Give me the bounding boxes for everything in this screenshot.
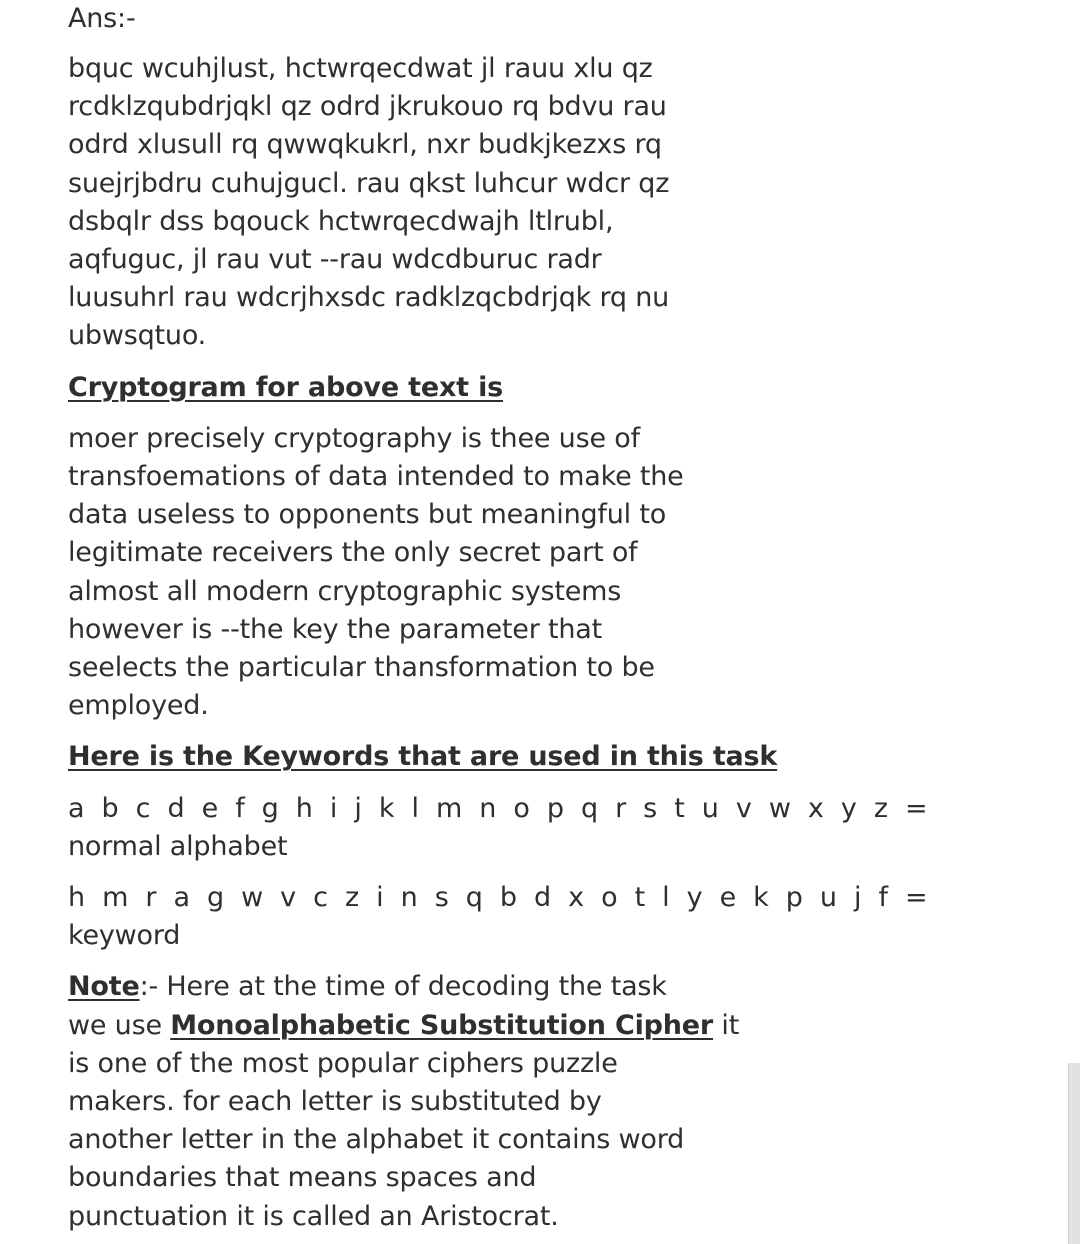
ciphertext-line: bquc wcuhjlust, hctwrqecdwat jl rauu xlu qz	[68, 53, 653, 84]
ciphertext-line: aqfuguc, jl rau vut --rau wdcdburuc radr	[68, 244, 602, 276]
keyword-alphabet-block	[68, 879, 932, 955]
plaintext-line: legitimate receivers the only secret part of	[68, 537, 638, 569]
ciphertext-line: suejrjbdru cuhujgucl. rau qkst luhcur wdcr qz	[68, 167, 670, 199]
plaintext-line: however is --the key the parameter that	[68, 613, 603, 645]
note-line: another letter in the alphabet it contains word	[68, 1124, 685, 1156]
note-line-1	[68, 968, 680, 1006]
cipher-name-link: Monoalphabetic Substitution Cipher	[170, 1009, 714, 1041]
normal-alphabet-letters: a b c d e f g h i j k l m n o p q r s t u v w x y z =	[68, 792, 932, 824]
answer-label: Ans:-	[68, 3, 136, 34]
vertical-scrollbar[interactable]	[1068, 0, 1080, 1244]
note-line-2	[68, 1007, 740, 1045]
keyword-alphabet-letters: h m r a g w v c z i n s q b d x o t l y e k p u j f =	[68, 882, 932, 914]
normal-alphabet-label: normal alphabet	[68, 830, 288, 862]
note-line: punctuation it is called an Aristocrat.	[68, 1200, 559, 1232]
plaintext-line: employed.	[68, 690, 209, 722]
plaintext-line: moer precisely cryptography is thee use of	[68, 422, 640, 454]
plaintext-paragraph	[68, 420, 684, 726]
normal-alphabet-block	[68, 790, 932, 866]
note-line: is one of the most popular ciphers puzzle	[68, 1047, 618, 1079]
ciphertext-line: ubwsqtuo.	[68, 320, 207, 352]
note-line-2-post: it	[713, 1009, 740, 1041]
ciphertext-line: dsbqlr dss bqouck hctwrqecdwajh ltlrubl,	[68, 205, 614, 237]
note-line-1-text: :- Here at the time of decoding the task	[139, 971, 667, 1003]
scrollbar-thumb[interactable]	[1068, 1063, 1080, 1244]
ciphertext-line: rcdklzqubdrjqkl qz odrd jkrukouo rq bdvu rau	[68, 91, 667, 123]
keyword-alphabet-label: keyword	[68, 920, 181, 952]
plaintext-line: data useless to opponents but meaningful to	[68, 499, 667, 531]
note-line-2-pre: we use	[68, 1009, 171, 1041]
note-paragraph	[68, 968, 740, 1235]
keywords-heading: Here is the Keywords that are used in this task	[68, 741, 778, 773]
note-line: makers. for each letter is substituted by	[68, 1086, 602, 1118]
cryptogram-heading: Cryptogram for above text is	[68, 371, 503, 403]
plaintext-line: transfoemations of data intended to make the	[68, 461, 684, 493]
ciphertext-paragraph	[68, 50, 680, 356]
answer-content	[68, 0, 932, 1236]
ciphertext-line: odrd xlusull rq qwwqkukrl, nxr budkjkezxs rq	[68, 129, 662, 161]
ciphertext-line: luusuhrl rau wdcrjhxsdc radklzqcbdrjqk rq nu	[68, 282, 670, 314]
note-line: boundaries that means spaces and	[68, 1162, 537, 1194]
note-label: Note	[68, 971, 140, 1003]
plaintext-line: almost all modern cryptographic systems	[68, 575, 622, 607]
plaintext-line: seelects the particular thansformation to be	[68, 652, 655, 684]
